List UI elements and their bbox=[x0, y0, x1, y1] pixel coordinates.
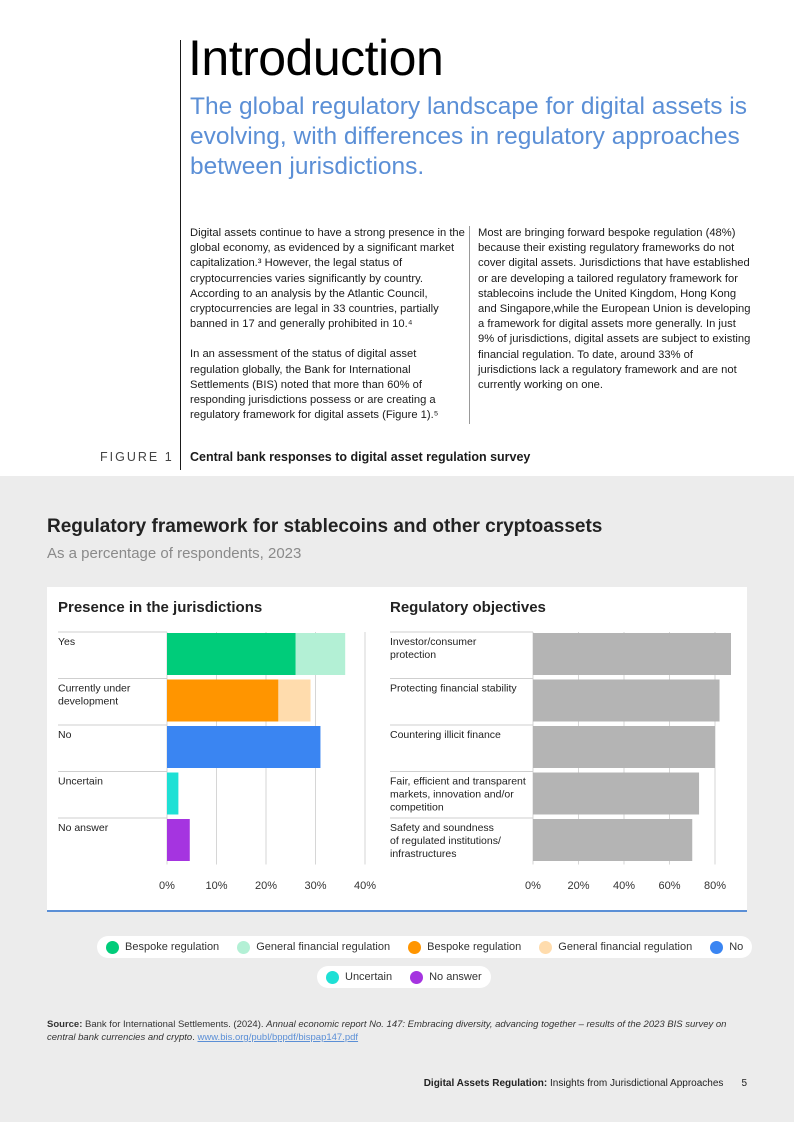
legend-row-2 bbox=[317, 966, 491, 988]
legend-label: Bespoke regulation bbox=[125, 941, 220, 953]
legend-label: General financial regulation bbox=[558, 941, 693, 953]
bar-segment bbox=[167, 819, 190, 861]
legend-swatch bbox=[237, 941, 250, 954]
legend-row-1 bbox=[97, 936, 752, 958]
x-tick-label: 0% bbox=[525, 880, 541, 892]
page-subtitle: The global regulatory landscape for digital assets is evolving, with differences in regulatory approaches between jurisdictions. bbox=[190, 93, 748, 180]
category-label: Currently under bbox=[58, 682, 131, 695]
page-title: Introduction bbox=[188, 30, 444, 86]
figure-label: FIGURE 1 bbox=[100, 450, 174, 464]
footer-title: Insights from Jurisdictional Approaches bbox=[547, 1078, 724, 1089]
category-label: Fair, efficient and transparent bbox=[390, 775, 526, 788]
source-after: . bbox=[192, 1032, 198, 1043]
x-tick-label: 20% bbox=[567, 880, 590, 892]
page-footer bbox=[424, 1078, 747, 1089]
footer-title-bold: Digital Assets Regulation: bbox=[423, 1078, 548, 1089]
legend-label: Uncertain bbox=[345, 971, 393, 983]
source-text: Bank for International Settlements. (2024). bbox=[82, 1019, 267, 1030]
category-label: markets, innovation and/or bbox=[390, 788, 514, 801]
legend-item bbox=[408, 941, 521, 954]
bar-segment bbox=[167, 680, 278, 722]
category-label: Protecting financial stability bbox=[390, 682, 517, 695]
legend-label: No answer bbox=[429, 971, 482, 983]
bar bbox=[533, 680, 720, 722]
source-note bbox=[47, 1018, 747, 1044]
legend-item bbox=[106, 941, 219, 954]
bar bbox=[533, 819, 692, 861]
category-label: protection bbox=[390, 649, 437, 661]
body-column-left bbox=[190, 226, 465, 438]
chart-subtitle: As a percentage of respondents, 2023 bbox=[47, 545, 302, 562]
bar bbox=[533, 773, 699, 815]
legend-swatch bbox=[408, 941, 421, 954]
x-tick-label: 0% bbox=[159, 880, 175, 892]
paragraph: Digital assets continue to have a strong presence in the global economy, as evidenced by a significant market capitalization.³ However, the legal status of cryptocurrencies varies significantly by country. According to an analysis by the Atlantic Council, cryptocurrencies are legal in 33 countries, partially banned in 17 and generally prohibited in 10.⁴ bbox=[190, 227, 465, 331]
legend-label: No bbox=[729, 941, 744, 953]
legend-label: Bespoke regulation bbox=[427, 941, 522, 953]
x-tick-label: 40% bbox=[353, 880, 377, 892]
column-divider bbox=[469, 226, 470, 424]
legend-item bbox=[710, 941, 743, 954]
page-number: 5 bbox=[741, 1078, 747, 1089]
x-tick-label: 30% bbox=[304, 880, 327, 892]
legend-item bbox=[326, 971, 392, 984]
category-label: No bbox=[58, 729, 72, 741]
bar bbox=[533, 633, 731, 675]
category-label: development bbox=[58, 695, 119, 708]
category-label: of regulated institutions/ bbox=[390, 835, 501, 847]
legend-swatch bbox=[106, 941, 119, 954]
category-label: Yes bbox=[58, 636, 76, 648]
category-label: Investor/consumer bbox=[390, 636, 477, 648]
bar-segment bbox=[167, 633, 296, 675]
left-chart-title: Presence in the jurisdictions bbox=[58, 599, 263, 616]
category-label: infrastructures bbox=[390, 848, 457, 860]
bar bbox=[533, 726, 715, 768]
bar-segment bbox=[296, 633, 346, 675]
paragraph: Most are bringing forward bespoke regulation (48%) because their existing regulatory frameworks do not cover digital assets. Jurisdictions that have established or are developing a tailored regulatory framework for stablecoins include the United Kingdom, Hong Kong and Singapore,while the European Union is developing a framework for digital assets more generally. In just 9% of jurisdictions, digital assets are subject to existing financial regulation. To date, around 33% of jurisdictions lack a regulatory framework and are not currently working on one. bbox=[478, 227, 751, 392]
chart-canvas bbox=[47, 587, 747, 910]
bar-segment bbox=[167, 773, 178, 815]
x-tick-label: 60% bbox=[658, 880, 681, 892]
legend-swatch bbox=[410, 971, 423, 984]
x-tick-label: 80% bbox=[703, 880, 727, 892]
category-label: Safety and soundness bbox=[390, 822, 494, 834]
legend-swatch bbox=[539, 941, 552, 954]
legend-swatch bbox=[326, 971, 339, 984]
x-tick-label: 10% bbox=[205, 880, 228, 892]
chart-title: Regulatory framework for stablecoins and other cryptoassets bbox=[47, 516, 603, 537]
category-label: No answer bbox=[58, 822, 109, 834]
category-label: competition bbox=[390, 801, 444, 814]
source-link[interactable]: www.bis.org/publ/bppdf/bispap147.pdf bbox=[197, 1032, 359, 1043]
legend-item bbox=[410, 971, 482, 984]
x-tick-label: 20% bbox=[254, 880, 278, 892]
category-label: Countering illicit finance bbox=[390, 729, 501, 741]
legend-item bbox=[237, 941, 390, 954]
source-title: Annual economic report No. 147: Embracing diversity, advancing together – results of the 2023 BIS survey on central bank currencies and crypto bbox=[47, 1019, 727, 1043]
legend-item bbox=[539, 941, 692, 954]
legend-swatch bbox=[710, 941, 723, 954]
chart-panel bbox=[47, 587, 747, 912]
source-label: Source: bbox=[47, 1019, 83, 1030]
body-column-right bbox=[478, 226, 753, 408]
bar-segment bbox=[278, 680, 310, 722]
vertical-rule bbox=[180, 40, 181, 470]
paragraph: In an assessment of the status of digital asset regulation globally, the Bank for International Settlements (BIS) noted that more than 60% of responding jurisdictions possess or are creating a regulatory framework for digital assets (Figure 1).⁵ bbox=[190, 348, 439, 422]
right-chart-title: Regulatory objectives bbox=[390, 599, 546, 616]
figure-caption: Central bank responses to digital asset regulation survey bbox=[190, 450, 531, 464]
x-tick-label: 40% bbox=[612, 880, 636, 892]
category-label: Uncertain bbox=[58, 775, 103, 788]
bar-segment bbox=[167, 726, 320, 768]
legend-label: General financial regulation bbox=[256, 941, 391, 953]
